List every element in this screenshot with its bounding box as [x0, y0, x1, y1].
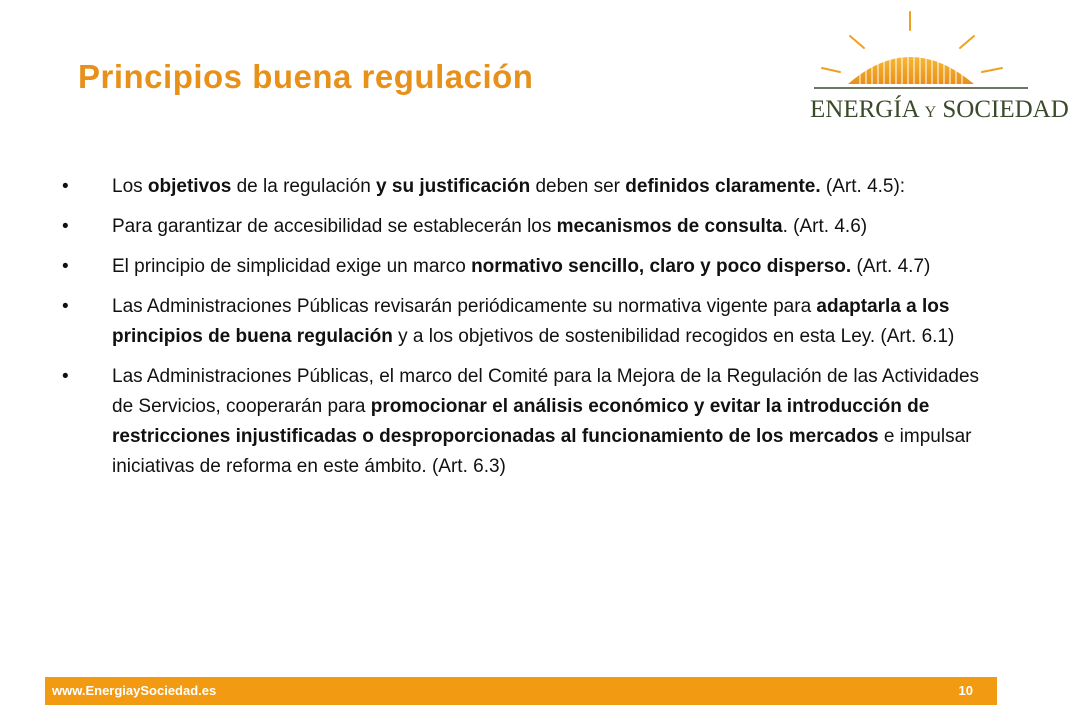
bullet-text: deben ser	[530, 176, 626, 197]
bullet-text: El principio de simplicidad exige un marco	[112, 256, 472, 277]
bullet-item	[60, 252, 990, 282]
bullet-marker: •	[62, 366, 69, 387]
bullet-text: Las Administraciones Públicas revisarán periódicamente su normativa vigente para	[112, 296, 817, 317]
bullet-emphasis-text: definidos claramente.	[625, 176, 821, 197]
bullet-marker: •	[62, 216, 69, 237]
slide-title: Principios buena regulación	[78, 58, 534, 95]
bullet-marker: •	[62, 176, 69, 197]
bullet-emphasis-text: mecanismos de consulta	[556, 216, 783, 237]
bullet-text: (Art. 4.5):	[820, 176, 906, 197]
bullet-emphasis-text: promocionar el análisis económico y evitar la introducción de restricciones injustificadas o desproporcionadas al funcionamiento de los mercados	[112, 396, 930, 447]
bullet-emphasis-text: adaptarla a los principios de buena regulación	[112, 296, 950, 347]
bullet-emphasis-text: objetivos	[147, 176, 232, 197]
bullet-text: e impulsar iniciativas de reforma en este ámbito. (Art. 6.3)	[112, 426, 972, 477]
bullet-item	[60, 172, 990, 202]
sun-logo-icon	[810, 8, 1032, 98]
footer-url[interactable]: www.EnergiaySociedad.es	[52, 683, 217, 698]
page-number: 10	[958, 683, 973, 698]
bullet-text: de la regulación	[231, 176, 377, 197]
bullet-text: Las Administraciones Públicas, el marco del Comité para la Mejora de la Regulación de las Actividades de Servicios, cooperarán para	[112, 366, 980, 417]
bullet-list	[60, 172, 990, 492]
bullet-marker: •	[62, 256, 69, 277]
bullet-item	[60, 362, 990, 482]
footer-bar	[45, 677, 997, 705]
bullet-text: (Art. 4.7)	[851, 256, 931, 277]
bullet-text: Para garantizar de accesibilidad se establecerán los	[112, 216, 557, 237]
bullet-emphasis-text: normativo sencillo, claro y poco disperso.	[471, 256, 852, 277]
energia-y-sociedad-logo	[810, 8, 1069, 128]
logo-wordmark: ENERGÍA Y SOCIEDAD	[810, 96, 1069, 123]
bullet-text: Los	[112, 176, 148, 197]
bullet-item	[60, 212, 990, 242]
bullet-marker: •	[62, 296, 69, 317]
bullet-item	[60, 292, 990, 352]
bullet-text: . (Art. 4.6)	[782, 216, 868, 237]
bullet-text: y a los objetivos de sostenibilidad recogidos en esta Ley. (Art. 6.1)	[392, 326, 955, 347]
bullet-emphasis-text: y su justificación	[376, 176, 531, 197]
